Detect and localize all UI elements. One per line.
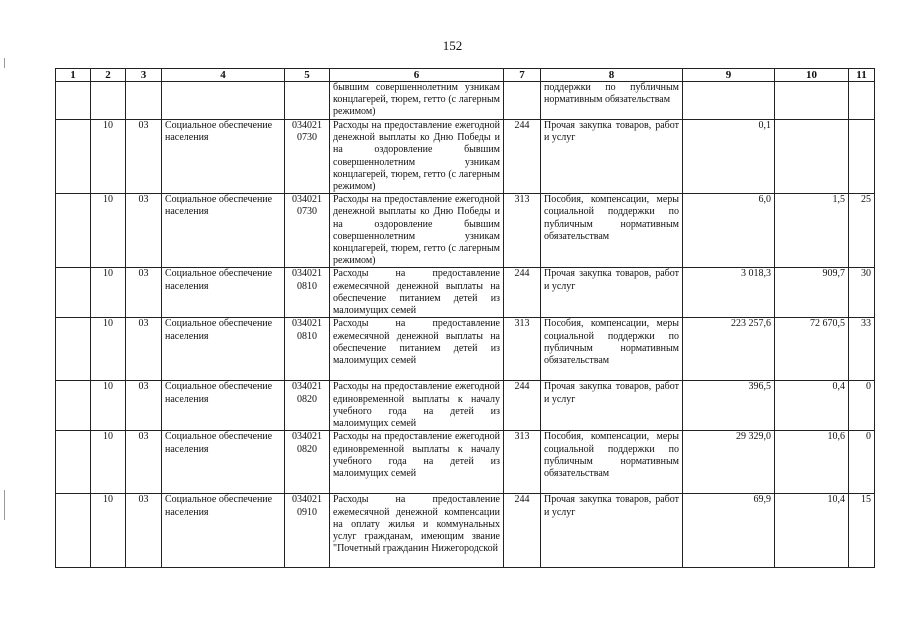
cell-target-code: 034021 0820 xyxy=(285,431,330,494)
col-header: 1 xyxy=(56,69,91,82)
cell-subsection-name: Социальное обеспечение населения xyxy=(162,120,285,194)
cell-expense-type: 313 xyxy=(504,194,541,268)
cell-target-code: 034021 0910 xyxy=(285,494,330,568)
cell-executed: 10,6 xyxy=(775,431,849,494)
cell-expense-name: Прочая закупка товаров, работ и услуг xyxy=(541,268,683,318)
col-header: 5 xyxy=(285,69,330,82)
cell-chapter: 10 xyxy=(91,194,126,268)
cell-percent: 0 xyxy=(849,431,875,494)
cell-description: Расходы на предоставление ежегодной денежной выплаты ко Дню Победы и на оздоровление бывшим совершеннолетним узникам концлагерей, тюрем, гетто (с лагерным режимом) xyxy=(330,120,504,194)
cell-amount: 3 018,3 xyxy=(683,268,775,318)
col-header: 7 xyxy=(504,69,541,82)
cell-description: Расходы на предоставление ежегодной единовременной выплаты к началу учебного года на детей из малоимущих семей xyxy=(330,431,504,494)
cell-subsection-name xyxy=(162,82,285,120)
cell-subsection: 03 xyxy=(126,268,162,318)
cell-subsection-name: Социальное обеспечение населения xyxy=(162,318,285,381)
table-row xyxy=(56,318,875,381)
cell-target-code: 034021 0730 xyxy=(285,194,330,268)
cell-expense-name: Пособия, компенсации, меры социальной поддержки по публичным нормативным обязательствам xyxy=(541,431,683,494)
cell-target-code xyxy=(285,82,330,120)
cell-expense-name: Пособия, компенсации, меры социальной поддержки по публичным нормативным обязательствам xyxy=(541,194,683,268)
cell-target-code: 034021 0810 xyxy=(285,318,330,381)
cell-chapter: 10 xyxy=(91,318,126,381)
cell-executed: 1,5 xyxy=(775,194,849,268)
cell-expense-type: 313 xyxy=(504,431,541,494)
margin-mark-top xyxy=(4,58,5,68)
cell-target-code: 034021 0810 xyxy=(285,268,330,318)
cell-executed xyxy=(775,120,849,194)
col-header: 6 xyxy=(330,69,504,82)
cell-target-code: 034021 0730 xyxy=(285,120,330,194)
cell-subsection: 03 xyxy=(126,494,162,568)
cell-chapter: 10 xyxy=(91,268,126,318)
cell-subsection-name: Социальное обеспечение населения xyxy=(162,494,285,568)
cell-section xyxy=(56,431,91,494)
table-row xyxy=(56,494,875,568)
cell-amount: 396,5 xyxy=(683,381,775,431)
cell-expense-type: 244 xyxy=(504,494,541,568)
table-row xyxy=(56,381,875,431)
cell-amount: 29 329,0 xyxy=(683,431,775,494)
cell-expense-name: Прочая закупка товаров, работ и услуг xyxy=(541,120,683,194)
cell-description: Расходы на предоставление ежемесячной денежной выплаты на обеспечение питанием детей из малоимущих семей xyxy=(330,318,504,381)
cell-chapter: 10 xyxy=(91,494,126,568)
cell-expense-type: 313 xyxy=(504,318,541,381)
col-header: 4 xyxy=(162,69,285,82)
cell-description: бывшим совершеннолетним узникам концлагерей, тюрем, гетто (с лагерным режимом) xyxy=(330,82,504,120)
col-header: 9 xyxy=(683,69,775,82)
cell-executed: 72 670,5 xyxy=(775,318,849,381)
cell-subsection-name: Социальное обеспечение населения xyxy=(162,381,285,431)
cell-section xyxy=(56,318,91,381)
col-header: 10 xyxy=(775,69,849,82)
cell-chapter: 10 xyxy=(91,431,126,494)
cell-percent: 25 xyxy=(849,194,875,268)
cell-amount: 223 257,6 xyxy=(683,318,775,381)
cell-chapter xyxy=(91,82,126,120)
cell-target-code: 034021 0820 xyxy=(285,381,330,431)
cell-subsection-name: Социальное обеспечение населения xyxy=(162,431,285,494)
cell-executed xyxy=(775,82,849,120)
table-row xyxy=(56,82,875,120)
cell-amount: 0,1 xyxy=(683,120,775,194)
cell-percent xyxy=(849,120,875,194)
cell-amount xyxy=(683,82,775,120)
cell-description: Расходы на предоставление ежегодной единовременной выплаты к началу учебного года на детей из малоимущих семей xyxy=(330,381,504,431)
cell-percent: 30 xyxy=(849,268,875,318)
cell-expense-type: 244 xyxy=(504,120,541,194)
col-header: 2 xyxy=(91,69,126,82)
cell-chapter: 10 xyxy=(91,381,126,431)
col-header: 11 xyxy=(849,69,875,82)
cell-subsection: 03 xyxy=(126,381,162,431)
col-header: 3 xyxy=(126,69,162,82)
cell-amount: 6,0 xyxy=(683,194,775,268)
cell-section xyxy=(56,194,91,268)
cell-section xyxy=(56,268,91,318)
cell-description: Расходы на предоставление ежемесячной денежной компенсации на оплату жилья и коммунальных услуг гражданам, имеющим звание "Почетный гражданин Нижегородской xyxy=(330,494,504,568)
cell-subsection: 03 xyxy=(126,431,162,494)
cell-executed: 0,4 xyxy=(775,381,849,431)
table-row xyxy=(56,431,875,494)
cell-executed: 10,4 xyxy=(775,494,849,568)
cell-expense-type: 244 xyxy=(504,381,541,431)
cell-section xyxy=(56,120,91,194)
cell-description: Расходы на предоставление ежегодной денежной выплаты ко Дню Победы и на оздоровление бывшим совершеннолетним узникам концлагерей, тюрем, гетто (с лагерным режимом) xyxy=(330,194,504,268)
cell-amount: 69,9 xyxy=(683,494,775,568)
cell-subsection-name: Социальное обеспечение населения xyxy=(162,194,285,268)
table-row xyxy=(56,120,875,194)
col-header: 8 xyxy=(541,69,683,82)
cell-chapter: 10 xyxy=(91,120,126,194)
cell-percent: 0 xyxy=(849,381,875,431)
cell-expense-type: 244 xyxy=(504,268,541,318)
table-row xyxy=(56,268,875,318)
budget-table xyxy=(55,68,875,568)
cell-expense-name: поддержки по публичным нормативным обязательствам xyxy=(541,82,683,120)
cell-subsection-name: Социальное обеспечение населения xyxy=(162,268,285,318)
cell-subsection xyxy=(126,82,162,120)
cell-expense-name: Прочая закупка товаров, работ и услуг xyxy=(541,381,683,431)
cell-expense-name: Пособия, компенсации, меры социальной поддержки по публичным нормативным обязательствам xyxy=(541,318,683,381)
cell-percent: 15 xyxy=(849,494,875,568)
cell-description: Расходы на предоставление ежемесячной денежной выплаты на обеспечение питанием детей из малоимущих семей xyxy=(330,268,504,318)
margin-mark-bottom xyxy=(4,490,5,520)
header-row xyxy=(56,69,875,82)
cell-section xyxy=(56,82,91,120)
page-number: 152 xyxy=(442,38,463,53)
cell-subsection: 03 xyxy=(126,120,162,194)
cell-expense-name: Прочая закупка товаров, работ и услуг xyxy=(541,494,683,568)
cell-percent: 33 xyxy=(849,318,875,381)
cell-subsection: 03 xyxy=(126,318,162,381)
cell-percent xyxy=(849,82,875,120)
table-row xyxy=(56,194,875,268)
cell-expense-type xyxy=(504,82,541,120)
cell-section xyxy=(56,494,91,568)
cell-subsection: 03 xyxy=(126,194,162,268)
cell-executed: 909,7 xyxy=(775,268,849,318)
cell-section xyxy=(56,381,91,431)
